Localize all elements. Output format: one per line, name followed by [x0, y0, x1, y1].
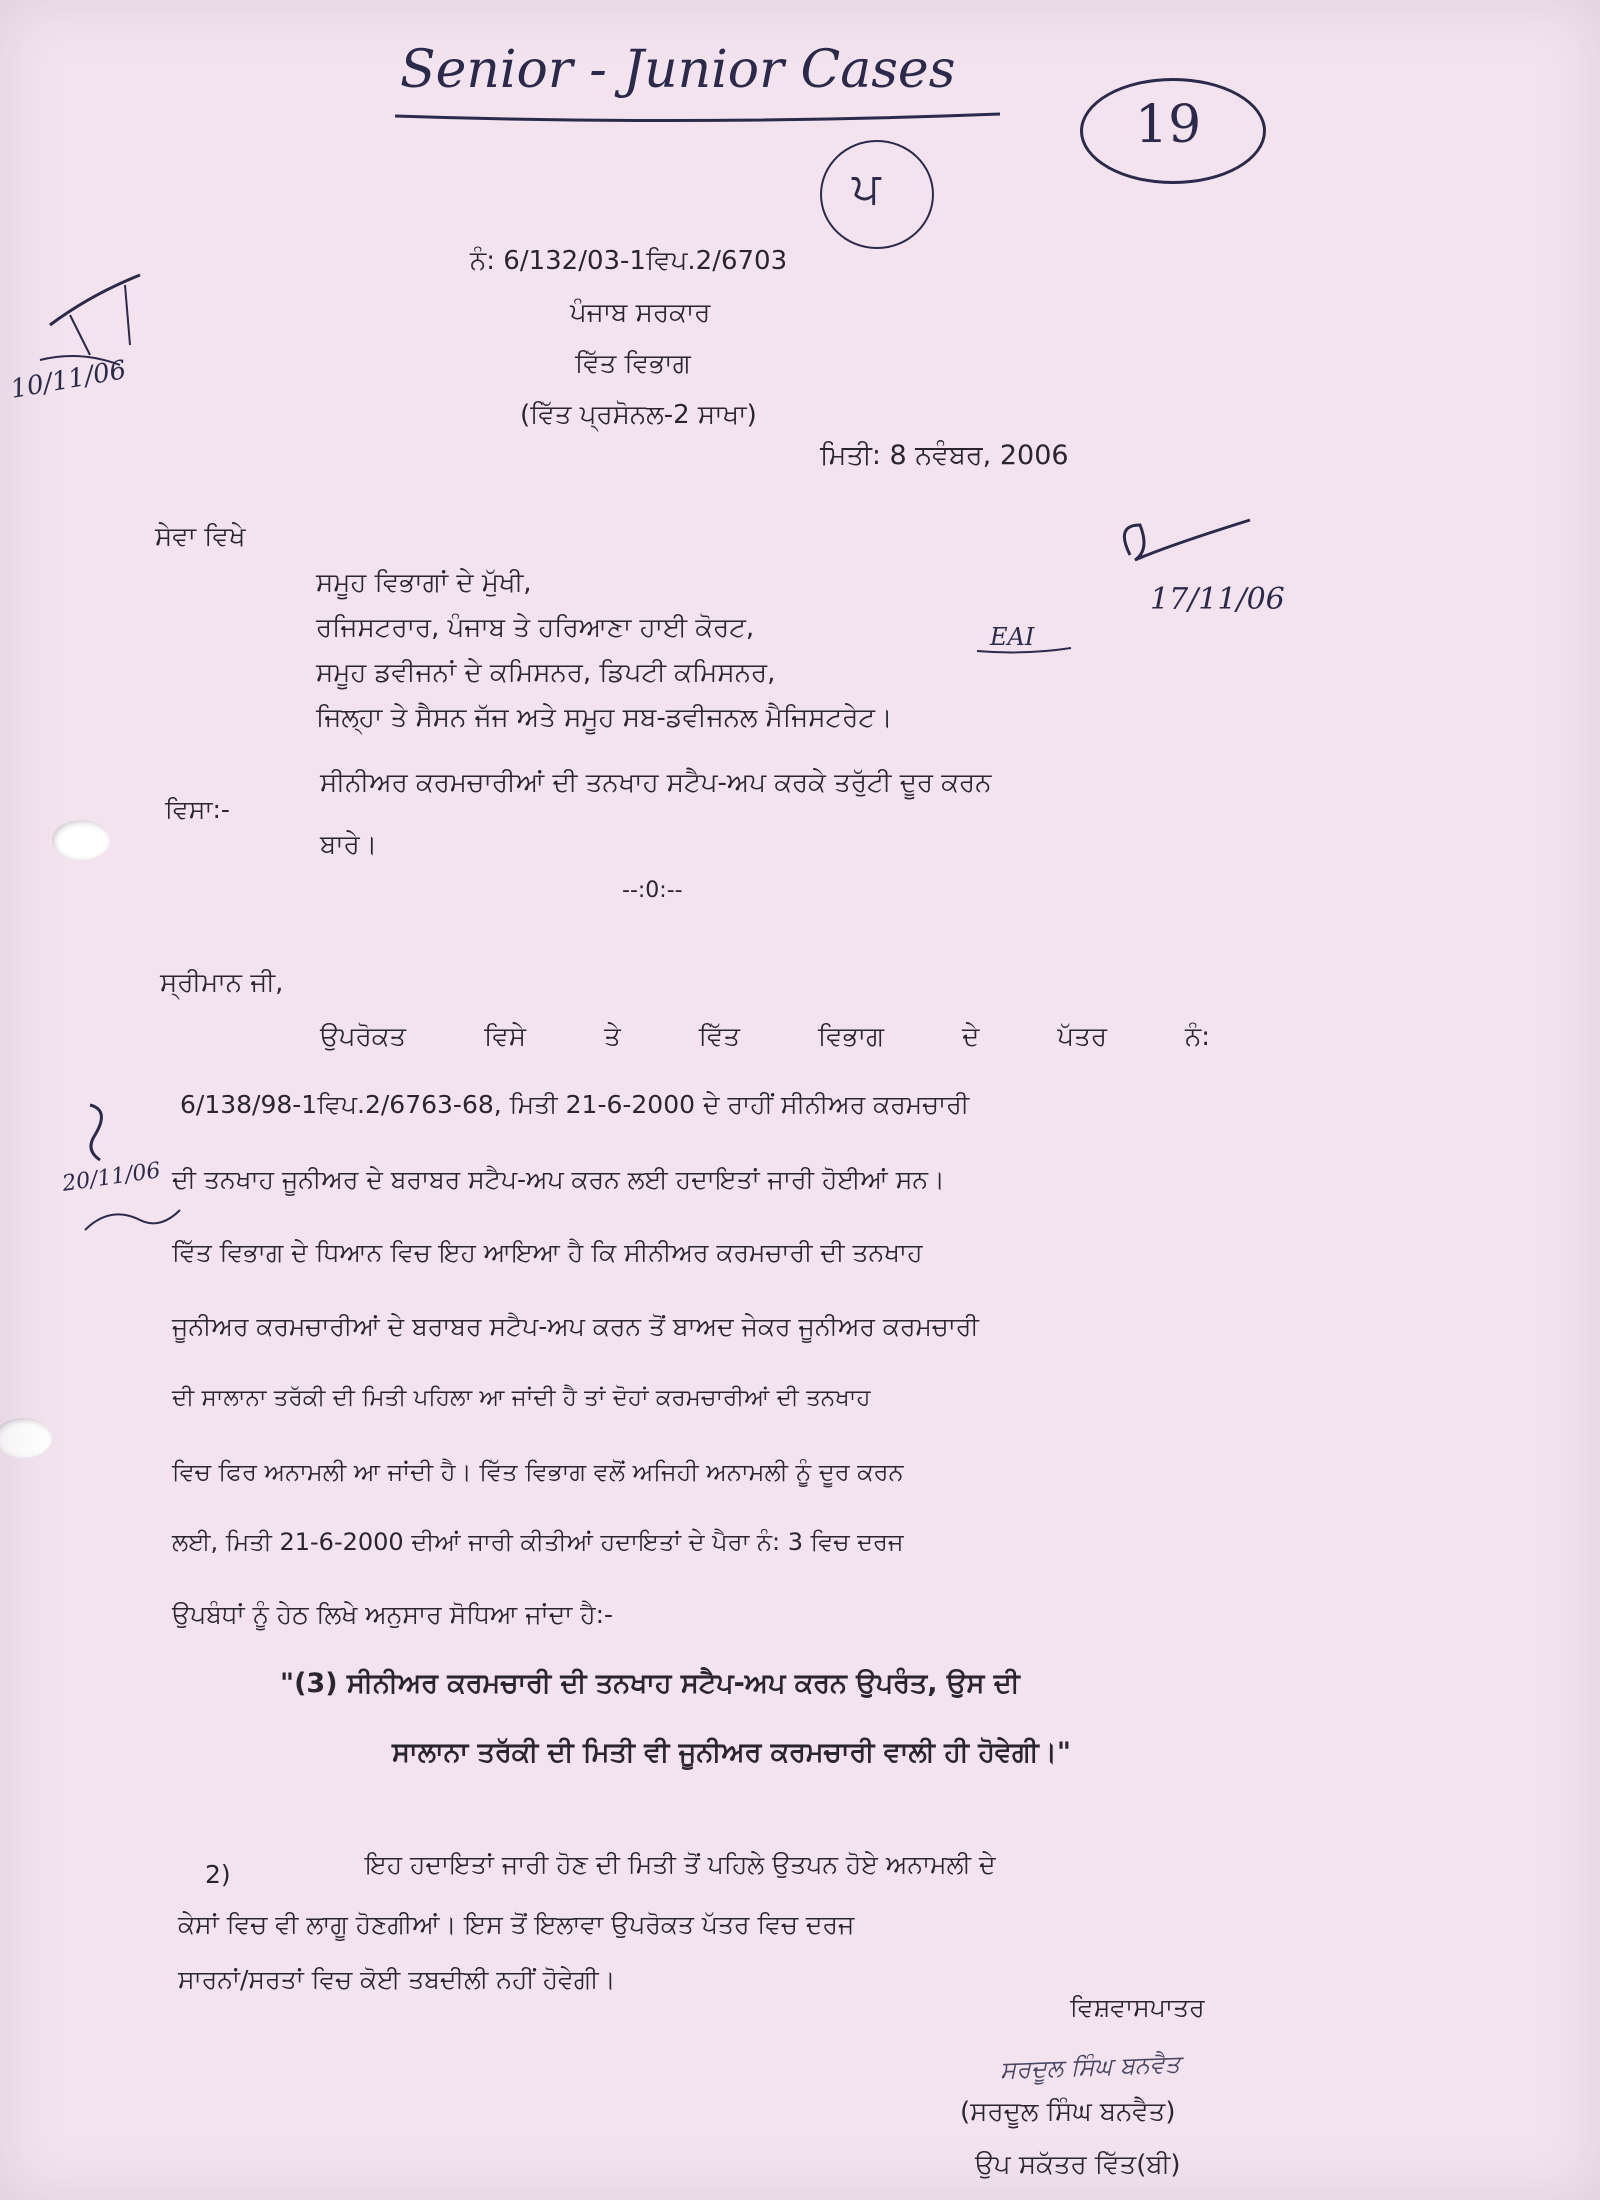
body-word: ਵਿੱਤ [698, 1022, 741, 1052]
body-word: ਵਿਸੇ [484, 1022, 527, 1052]
subject-separator: --:0:-- [622, 878, 683, 903]
letter-date: ਮਿਤੀ: 8 ਨਵੰਬਰ, 2006 [820, 440, 1069, 471]
body-word: ਨੰ: [1184, 1022, 1210, 1052]
body-word: ਦੇ [962, 1022, 980, 1052]
quoted-rule-line-1: "(3) ਸੀਨੀਅਰ ਕਰਮਚਾਰੀ ਦੀ ਤਨਖਾਹ ਸਟੈਪ-ਅਪ ਕਰਨ ਉਪਰੰਤ, ਉਸ ਦੀ [280, 1668, 1020, 1699]
body-line-8: ਲਈ, ਮਿਤੀ 21-6-2000 ਦੀਆਂ ਜਾਰੀ ਕੀਤੀਆਂ ਹਦਾਇਤਾਂ ਦੇ ਪੈਰਾ ਨੰ: 3 ਵਿਚ ਦਰਜ [172, 1528, 904, 1556]
para-2-line-3: ਸਾਰਨਾਂ/ਸਰਤਾਂ ਵਿਚ ਕੋਈ ਤਬਦੀਲੀ ਨਹੀਂ ਹੋਵੇਗੀ। [178, 1965, 616, 1994]
body-line-7: ਵਿਚ ਫਿਰ ਅਨਾਮਲੀ ਆ ਜਾਂਦੀ ਹੈ। ਵਿੱਤ ਵਿਭਾਗ ਵਲੋਂ ਅਜਿਹੀ ਅਨਾਮਲੀ ਨੂੰ ਦੂਰ ਕਰਨ [172, 1458, 904, 1486]
body-line-6: ਦੀ ਸਾਲਾਨਾ ਤਰੱਕੀ ਦੀ ਮਿਤੀ ਪਹਿਲਾ ਆ ਜਾਂਦੀ ਹੈ ਤਾਂ ਦੋਹਾਂ ਕਰਮਚਾਰੀਆਂ ਦੀ ਤਨਖਾਹ [172, 1385, 871, 1411]
para-2-line-2: ਕੇਸਾਂ ਵਿਚ ਵੀ ਲਾਗੂ ਹੋਣਗੀਆਂ। ਇਸ ਤੋਂ ਇਲਾਵਾ ਉਪਰੋਕਤ ਪੱਤਰ ਵਿਚ ਦਰਜ [178, 1910, 855, 1939]
body-word: ਤੇ [604, 1022, 621, 1052]
handwritten-header-note: Senior - Junior Cases [400, 40, 956, 100]
margin-date-note: 10/11/06 [8, 355, 129, 405]
punch-hole-bottom [0, 1418, 52, 1458]
para-2-line-1: ਇਹ ਹਦਾਇਤਾਂ ਜਾਰੀ ਹੋਣ ਦੀ ਮਿਤੀ ਤੋਂ ਪਹਿਲੇ ਉਤਪਨ ਹੋਏ ਅਨਾਮਲੀ ਦੇ [365, 1850, 996, 1879]
header-underline [390, 108, 1010, 128]
body-line-3: ਦੀ ਤਨਖਾਹ ਜੂਨੀਅਰ ਦੇ ਬਰਾਬਰ ਸਟੈਪ-ਅਪ ਕਰਨ ਲਈ ਹਦਾਇਤਾਂ ਜਾਰੀ ਹੋਈਆਂ ਸਨ। [172, 1165, 945, 1194]
addressee-line-3: ਸਮੂਹ ਡਵੀਜਨਾਂ ਦੇ ਕਮਿਸਨਰ, ਡਿਪਟੀ ਕਮਿਸਨਰ, [316, 658, 776, 688]
body-line-4: ਵਿੱਤ ਵਿਭਾਗ ਦੇ ਧਿਆਨ ਵਿਚ ਇਹ ਆਇਆ ਹੈ ਕਿ ਸੀਨੀਅਰ ਕਰਮਚਾਰੀ ਦੀ ਤਨਖਾਹ [172, 1238, 923, 1267]
circled-mark-text: ਪ [852, 163, 881, 214]
branch-name: (ਵਿੱਤ ਪ੍ਰਸੋਨਲ-2 ਸਾਖਾ) [520, 400, 757, 430]
body-word: ਵਿਭਾਗ [818, 1022, 885, 1052]
initial-scribble [1110, 505, 1260, 575]
valediction: ਵਿਸ਼ਵਾਸਪਾਤਰ [1070, 1993, 1205, 2022]
signatory-name: (ਸਰਦੂਲ ਸਿੰਘ ਬਨਵੈਤ) [960, 2097, 1176, 2127]
salutation: ਸ੍ਰੀਮਾਨ ਜੀ, [160, 968, 284, 998]
addressee-line-4: ਜਿਲ੍ਹਾ ਤੇ ਸੈਸਨ ਜੱਜ ਅਤੇ ਸਮੂਹ ਸਬ-ਡਵੀਜਨਲ ਮੈਜਿਸਟਰੇਟ। [316, 703, 893, 733]
addressee-line-2: ਰਜਿਸਟਰਾਰ, ਪੰਜਾਬ ਤੇ ਹਰਿਆਣਾ ਹਾਈ ਕੋਰਟ, [316, 613, 755, 643]
signatory-designation: ਉਪ ਸਕੱਤਰ ਵਿੱਤ(ਬੀ) [975, 2150, 1181, 2180]
quoted-rule-line-2: ਸਾਲਾਨਾ ਤਰੱਕੀ ਦੀ ਮਿਤੀ ਵੀ ਜੂਨੀਅਰ ਕਰਮਚਾਰੀ ਵਾਲੀ ਹੀ ਹੋਵੇਗੀ।" [392, 1737, 1072, 1768]
subject-label: ਵਿਸਾ:- [165, 795, 230, 824]
body-line-2: 6/138/98-1ਵਿਪ.2/6763-68, ਮਿਤੀ 21-6-2000 ਦੇ ਰਾਹੀਂ ਸੀਨੀਅਰ ਕਰਮਚਾਰੀ [180, 1090, 970, 1119]
body-word: ਪੱਤਰ [1057, 1022, 1107, 1052]
department-name: ਵਿੱਤ ਵਿਭਾਗ [575, 349, 691, 379]
body-word: ਉਪਰੋਕਤ [320, 1022, 407, 1052]
initials-note: EAI [990, 623, 1035, 651]
initials-underline [975, 645, 1075, 657]
government-name: ਪੰਜਾਬ ਸਰਕਾਰ [570, 298, 711, 328]
punch-hole-top [52, 820, 110, 860]
body-line-9: ਉਪਬੰਧਾਂ ਨੂੰ ਹੇਠ ਲਿਖੇ ਅਨੁਸਾਰ ਸੋਧਿਆ ਜਾਂਦਾ ਹੈ:- [172, 1600, 614, 1629]
subject-line-1: ਸੀਨੀਅਰ ਕਰਮਚਾਰੀਆਂ ਦੀ ਤਨਖਾਹ ਸਟੈਪ-ਅਪ ਕਰਕੇ ਤਰੁੱਟੀ ਦੂਰ ਕਰਨ [320, 768, 992, 798]
para-2-number: 2) [205, 1860, 231, 1889]
letter-number: ਨੰ: 6/132/03-1ਵਿਪ.2/6703 [470, 246, 788, 276]
received-date-note: 17/11/06 [1150, 582, 1285, 617]
body-line-5: ਜੂਨੀਅਰ ਕਰਮਚਾਰੀਆਂ ਦੇ ਬਰਾਬਰ ਸਟੈਪ-ਅਪ ਕਰਨ ਤੋਂ ਬਾਅਦ ਜੇਕਰ ਜੂਨੀਅਰ ਕਰਮਚਾਰੀ [172, 1312, 979, 1341]
body-line-1 [320, 1022, 1210, 1053]
margin-date-note-2: 20/11/06 [60, 1158, 163, 1197]
signature: ਸਰਦੂਲ ਸਿੰਘ ਬਨਵੈਤ [999, 2049, 1181, 2085]
circled-page-number-text: 19 [1135, 95, 1202, 155]
addressee-line-1: ਸਮੂਹ ਵਿਭਾਗਾਂ ਦੇ ਮੁੱਖੀ, [316, 568, 532, 598]
margin-checkmark [70, 1100, 130, 1170]
addressee-label: ਸੇਵਾ ਵਿਖੇ [155, 522, 246, 552]
margin-scribble-2 [80, 1200, 190, 1240]
subject-line-2: ਬਾਰੇ। [320, 830, 378, 860]
